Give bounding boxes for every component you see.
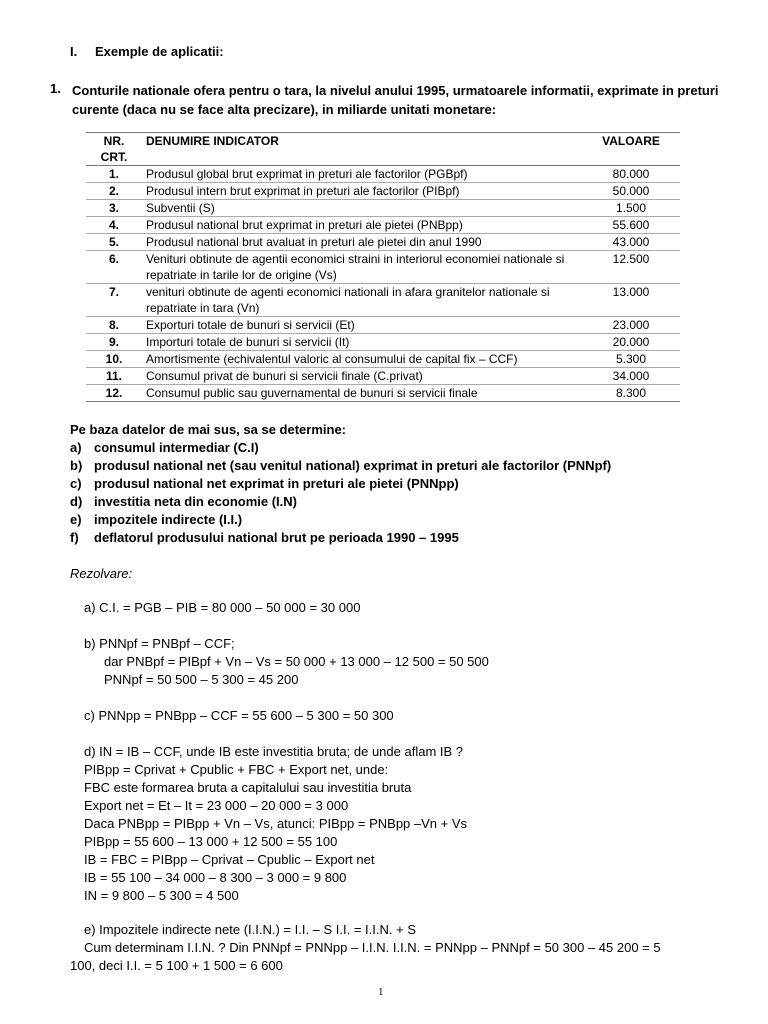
row-nr: 1. — [86, 166, 142, 183]
row-nr: 6. — [86, 251, 142, 284]
row-value: 50.000 — [582, 183, 680, 200]
row-name: Subventii (S) — [142, 200, 582, 217]
row-value: 1.500 — [582, 200, 680, 217]
row-nr: 3. — [86, 200, 142, 217]
tasks-intro: Pe baza datelor de mai sus, sa se determine: — [70, 422, 347, 437]
table-row — [86, 234, 680, 251]
page-number: 1 — [378, 986, 384, 998]
task-letter: e) — [70, 512, 82, 527]
task-letter: a) — [70, 440, 82, 455]
row-value: 23.000 — [582, 317, 680, 334]
solution-line: PIBpp = 55 600 – 13 000 + 12 500 = 55 100 — [84, 834, 338, 849]
table-row — [86, 183, 680, 200]
solution-line: IB = FBC = PIBpp – Cprivat – Cpublic – Export net — [84, 852, 375, 867]
task-text: investitia neta din economie (I.N) — [94, 494, 297, 509]
header-value: VALOARE — [582, 133, 680, 166]
row-value: 20.000 — [582, 334, 680, 351]
solution-line: IB = 55 100 – 34 000 – 8 300 – 3 000 = 9 800 — [84, 870, 347, 885]
row-name: Venituri obtinute de agentii economici straini in interiorul economiei nationale si repatriate in tarile lor de origine (Vs) — [142, 251, 582, 284]
header-nr: NR. CRT. — [86, 133, 142, 166]
row-name: Importuri totale de bunuri si servicii (It) — [142, 334, 582, 351]
row-nr: 4. — [86, 217, 142, 234]
row-name: Amortismente (echivalentul valoric al consumului de capital fix – CCF) — [142, 351, 582, 368]
table-row — [86, 385, 680, 402]
task-letter: c) — [70, 476, 82, 491]
solution-line: Export net = Et – It = 23 000 – 20 000 = 3 000 — [84, 798, 349, 813]
question-text: Conturile nationale ofera pentru o tara, la nivelul anului 1995, urmatoarele informatii, exprimate in preturi curente (daca nu se face alta precizare), in miliarde unitati monetare: — [72, 83, 719, 117]
row-name: venituri obtinute de agenti economici nationali in afara granitelor nationale si repatriate in tara (Vn) — [142, 284, 582, 317]
solution-line: Daca PNBpp = PIBpp + Vn – Vs, atunci: PIBpp = PNBpp –Vn + Vs — [84, 816, 468, 831]
task-text: consumul intermediar (C.I) — [94, 440, 259, 455]
solution-line: IN = 9 800 – 5 300 = 4 500 — [84, 888, 239, 903]
row-name: Produsul global brut exprimat in preturi ale factorilor (PGBpf) — [142, 166, 582, 183]
row-nr: 5. — [86, 234, 142, 251]
row-nr: 9. — [86, 334, 142, 351]
row-value: 55.600 — [582, 217, 680, 234]
row-value: 13.000 — [582, 284, 680, 317]
row-value: 43.000 — [582, 234, 680, 251]
row-value: 34.000 — [582, 368, 680, 385]
solution-line: c) PNNpp = PNBpp – CCF = 55 600 – 5 300 = 50 300 — [84, 708, 394, 723]
solution-line: b) PNNpf = PNBpf – CCF; — [84, 636, 235, 651]
row-name: Produsul national brut avaluat in preturi ale pietei din anul 1990 — [142, 234, 582, 251]
solution-line: 100, deci I.I. = 5 100 + 1 500 = 6 600 — [70, 958, 283, 973]
row-nr: 10. — [86, 351, 142, 368]
section-title: Exemple de aplicatii: — [95, 44, 224, 59]
task-text: produsul national net (sau venitul national) exprimat in preturi ale factorilor (PNNpf) — [94, 458, 612, 473]
task-letter: d) — [70, 494, 83, 509]
section-number: I. — [70, 44, 78, 59]
solution-label: Rezolvare: — [70, 566, 133, 581]
indicators-table — [86, 132, 680, 402]
solution-line: a) C.I. = PGB – PIB = 80 000 – 50 000 = 30 000 — [84, 600, 361, 615]
row-value: 12.500 — [582, 251, 680, 284]
table-row — [86, 334, 680, 351]
table-row — [86, 217, 680, 234]
solution-line: Cum determinam I.I.N. ? Din PNNpf = PNNpp – I.I.N. I.I.N. = PNNpp – PNNpf = 50 300 – 45 200 = 5 — [84, 940, 661, 955]
solution-line: PNNpf = 50 500 – 5 300 = 45 200 — [104, 672, 299, 687]
table-row — [86, 368, 680, 385]
table-row — [86, 317, 680, 334]
table-row — [86, 200, 680, 217]
task-text: deflatorul produsului national brut pe perioada 1990 – 1995 — [94, 530, 459, 545]
task-text: produsul national net exprimat in preturi ale pietei (PNNpp) — [94, 476, 459, 491]
task-text: impozitele indirecte (I.I.) — [94, 512, 243, 527]
solution-line: dar PNBpf = PIBpf + Vn – Vs = 50 000 + 13 000 – 12 500 = 50 500 — [104, 654, 489, 669]
task-letter: b) — [70, 458, 83, 473]
row-nr: 11. — [86, 368, 142, 385]
table-row — [86, 166, 680, 183]
question-number: 1. — [50, 81, 61, 96]
solution-line: d) IN = IB – CCF, unde IB este investitia bruta; de unde aflam IB ? — [84, 744, 464, 759]
row-value: 5.300 — [582, 351, 680, 368]
table-row — [86, 251, 680, 284]
row-name: Produsul intern brut exprimat in preturi ale factorilor (PIBpf) — [142, 183, 582, 200]
solution-line: FBC este formarea bruta a capitalului sau investitia bruta — [84, 780, 412, 795]
row-nr: 7. — [86, 284, 142, 317]
solution-line: PIBpp = Cprivat + Cpublic + FBC + Export net, unde: — [84, 762, 389, 777]
row-name: Consumul public sau guvernamental de bunuri si servicii finale — [142, 385, 582, 402]
row-name: Produsul national brut exprimat in preturi ale pietei (PNBpp) — [142, 217, 582, 234]
table-row — [86, 284, 680, 317]
table-row — [86, 351, 680, 368]
row-name: Consumul privat de bunuri si servicii finale (C.privat) — [142, 368, 582, 385]
row-nr: 8. — [86, 317, 142, 334]
header-name: DENUMIRE INDICATOR — [142, 133, 582, 166]
row-nr: 12. — [86, 385, 142, 402]
table-header-row — [86, 133, 680, 166]
row-value: 8.300 — [582, 385, 680, 402]
row-nr: 2. — [86, 183, 142, 200]
solution-line: e) Impozitele indirecte nete (I.I.N.) = I.I. – S I.I. = I.I.N. + S — [84, 922, 416, 937]
row-name: Exporturi totale de bunuri si servicii (Et) — [142, 317, 582, 334]
row-value: 80.000 — [582, 166, 680, 183]
task-letter: f) — [70, 530, 79, 545]
